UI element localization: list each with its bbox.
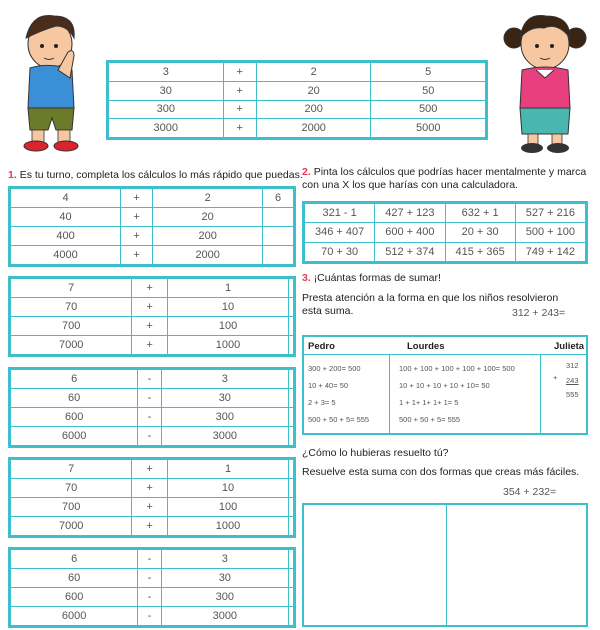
table-cell: 3000 [161,427,288,446]
resolve-instruction: Resuelve esta suma con dos formas que creas más fáciles. [302,466,580,478]
section2-line1-text: Pinta los cálculos que podrías hacer mentalmente y marca [313,166,587,178]
table-cell[interactable]: 70 + 30 [305,242,375,261]
strategies-body [304,355,586,433]
table-cell: 7000 [11,517,132,536]
table-cell: 30 [161,569,288,588]
table-cell[interactable] [289,498,294,517]
table-cell: 300 [109,100,224,119]
table-cell: 6 [11,550,138,569]
table-cell: 600 [11,408,138,427]
table-cell: - [138,550,161,569]
table-row [11,389,294,408]
section1-instruction [8,169,303,182]
table-cell: 1 [167,279,288,298]
boy-illustration [12,8,90,156]
table-cell: 3 [109,63,224,82]
pedro-step: 300 + 200= 500 [308,364,361,373]
table-cell[interactable]: 512 + 374 [375,242,445,261]
table-cell[interactable] [263,208,294,227]
table-cell: 3000 [161,607,288,626]
answer-divider [446,505,447,625]
table-cell: + [121,189,153,208]
table-row [109,63,486,82]
table-cell: 60 [11,389,138,408]
table-row [11,317,294,336]
table-cell: - [138,389,161,408]
table-cell: + [223,100,256,119]
divider [540,355,541,433]
table-cell[interactable] [289,336,294,355]
table-cell: 400 [11,227,121,246]
table-cell: 2 [256,63,371,82]
table-row [11,550,294,569]
table-cell: 7000 [11,336,132,355]
section3-line2: esta suma. [302,305,354,317]
table-cell: 6 [11,370,138,389]
table-cell: + [223,119,256,138]
table-cell: - [138,569,161,588]
table-cell: 70 [11,298,132,317]
strategies-box [302,335,588,435]
exercise-table-3 [8,367,296,448]
table-cell[interactable] [288,427,293,446]
table-cell[interactable] [288,550,293,569]
table-cell[interactable]: 346 + 407 [305,223,375,242]
table-row [305,242,586,261]
table-cell: + [223,63,256,82]
section3-line1: Presta atención a la forma en que los niños resolvieron [302,292,559,304]
table-cell[interactable] [289,317,294,336]
table-cell: 2000 [153,246,263,265]
strategies-header [304,337,586,355]
table-cell: 2 [153,189,263,208]
table-cell: - [138,588,161,607]
table-cell: 3 [161,550,288,569]
section1-number: 1. [8,169,17,181]
girl-illustration [500,8,590,158]
julieta-plus: + [553,373,558,382]
table-cell: 60 [11,569,138,588]
table-row [11,607,294,626]
section3-title [302,272,441,285]
table-cell: 600 [11,588,138,607]
table-cell[interactable] [288,389,293,408]
table-cell[interactable] [289,479,294,498]
table-cell: + [121,246,153,265]
pedro-step: 10 + 40= 50 [308,381,349,390]
section3-sum: 312 + 243= [512,307,566,319]
table-cell: 30 [161,389,288,408]
table-cell: 200 [256,100,371,119]
section1-text: Es tu turno, completa los cálculos lo más rápido que puedas. [19,169,303,181]
table-cell: 5000 [371,119,486,138]
section3-number: 3. [302,272,311,284]
julieta-second: 243 [566,376,579,385]
table-cell[interactable]: 415 + 365 [445,242,515,261]
table-cell[interactable]: 20 + 30 [445,223,515,242]
pedro-step: 500 + 50 + 5= 555 [308,415,370,424]
exercise-table-2 [8,276,296,357]
exercise-table-4 [8,457,296,538]
table-row [109,119,486,138]
table-cell: 40 [11,208,121,227]
table-cell: 4 [11,189,121,208]
table-cell: - [138,427,161,446]
name-lourdes: Lourdes [407,341,445,352]
table-cell: 10 [167,298,288,317]
table-cell: 3 [161,370,288,389]
table-cell: 7 [11,460,132,479]
table-cell[interactable] [288,607,293,626]
section2-line2: con una X los que harías con una calculadora. [302,179,518,191]
table-cell[interactable]: 500 + 100 [515,223,585,242]
table-cell: 300 [161,408,288,427]
table-cell: 3000 [109,119,224,138]
julieta-result: 555 [566,390,579,399]
table-cell[interactable] [289,517,294,536]
table-cell: + [132,317,167,336]
table-cell[interactable] [288,588,293,607]
table-cell: + [223,81,256,100]
table-cell[interactable]: 749 + 142 [515,242,585,261]
table-cell: + [132,460,167,479]
question-text: ¿Cómo lo hubieras resuelto tú? [302,447,449,459]
section2-line1 [302,166,586,179]
table-cell[interactable]: 632 + 1 [445,204,515,223]
table-cell: - [138,408,161,427]
table-row [11,336,294,355]
table-cell: 30 [109,81,224,100]
table-cell: 20 [153,208,263,227]
table-cell[interactable]: 6 [263,189,294,208]
table-row [11,517,294,536]
name-pedro: Pedro [308,341,335,352]
table-cell: 500 [371,100,486,119]
table-cell[interactable]: 321 - 1 [305,204,375,223]
table-row [11,408,294,427]
name-julieta: Julieta [554,341,585,352]
table-cell[interactable] [289,279,294,298]
mental-calc-grid [302,201,588,264]
table-row [11,427,294,446]
table-row [11,588,294,607]
example-table [106,60,488,140]
table-row [11,246,294,265]
table-cell[interactable] [289,298,294,317]
table-cell: 100 [167,498,288,517]
section2-instruction [302,166,586,192]
table-row [11,569,294,588]
table-cell[interactable] [263,246,294,265]
table-row [11,298,294,317]
table-cell[interactable]: 600 + 400 [375,223,445,242]
second-sum: 354 + 232= [503,486,557,498]
table-row [305,223,586,242]
table-cell: + [132,336,167,355]
table-cell: - [138,607,161,626]
table-row [11,479,294,498]
table-cell: + [132,498,167,517]
table-cell: 300 [161,588,288,607]
table-cell[interactable]: 527 + 216 [515,204,585,223]
table-row [11,208,294,227]
table-cell: 700 [11,317,132,336]
section3-title-text: ¡Cuántas formas de sumar! [313,272,441,284]
exercise-table-1 [8,186,296,267]
lourdes-step: 500 + 50 + 5= 555 [399,415,461,424]
table-cell: 200 [153,227,263,246]
table-row [11,227,294,246]
table-cell: + [132,479,167,498]
julieta-top: 312 [566,361,579,370]
divider [389,355,390,433]
table-cell: 6000 [11,607,138,626]
table-cell: 1000 [167,517,288,536]
table-row [11,460,294,479]
table-cell: 20 [256,81,371,100]
table-cell: + [132,298,167,317]
table-cell: + [132,517,167,536]
table-cell: 50 [371,81,486,100]
table-cell: 5 [371,63,486,82]
table-cell: 4000 [11,246,121,265]
table-cell[interactable] [288,569,293,588]
table-cell: 7 [11,279,132,298]
table-cell: - [138,370,161,389]
table-cell: 700 [11,498,132,517]
table-cell: 10 [167,479,288,498]
table-cell: + [121,208,153,227]
example-table-grid [108,62,486,138]
pedro-step: 2 + 3= 5 [308,398,336,407]
table-cell: 1000 [167,336,288,355]
section2-number: 2. [302,166,311,178]
table-row [109,81,486,100]
table-row [109,100,486,119]
table-cell: 70 [11,479,132,498]
exercise-table-5 [8,547,296,628]
table-row [11,498,294,517]
table-cell[interactable]: 427 + 123 [375,204,445,223]
lourdes-step: 100 + 100 + 100 + 100 + 100= 500 [399,364,515,373]
lourdes-step: 1 + 1+ 1+ 1+ 1= 5 [399,398,459,407]
table-cell: 100 [167,317,288,336]
table-cell: + [132,279,167,298]
lourdes-step: 10 + 10 + 10 + 10 + 10= 50 [399,381,490,390]
table-cell: 6000 [11,427,138,446]
table-cell[interactable] [288,408,293,427]
table-cell: + [121,227,153,246]
table-row [11,279,294,298]
table-cell[interactable] [263,227,294,246]
table-cell: 2000 [256,119,371,138]
table-row [305,204,586,223]
table-cell[interactable] [288,370,293,389]
table-row [11,189,294,208]
table-cell[interactable] [289,460,294,479]
answer-box[interactable] [302,503,588,627]
table-cell: 1 [167,460,288,479]
table-row [11,370,294,389]
